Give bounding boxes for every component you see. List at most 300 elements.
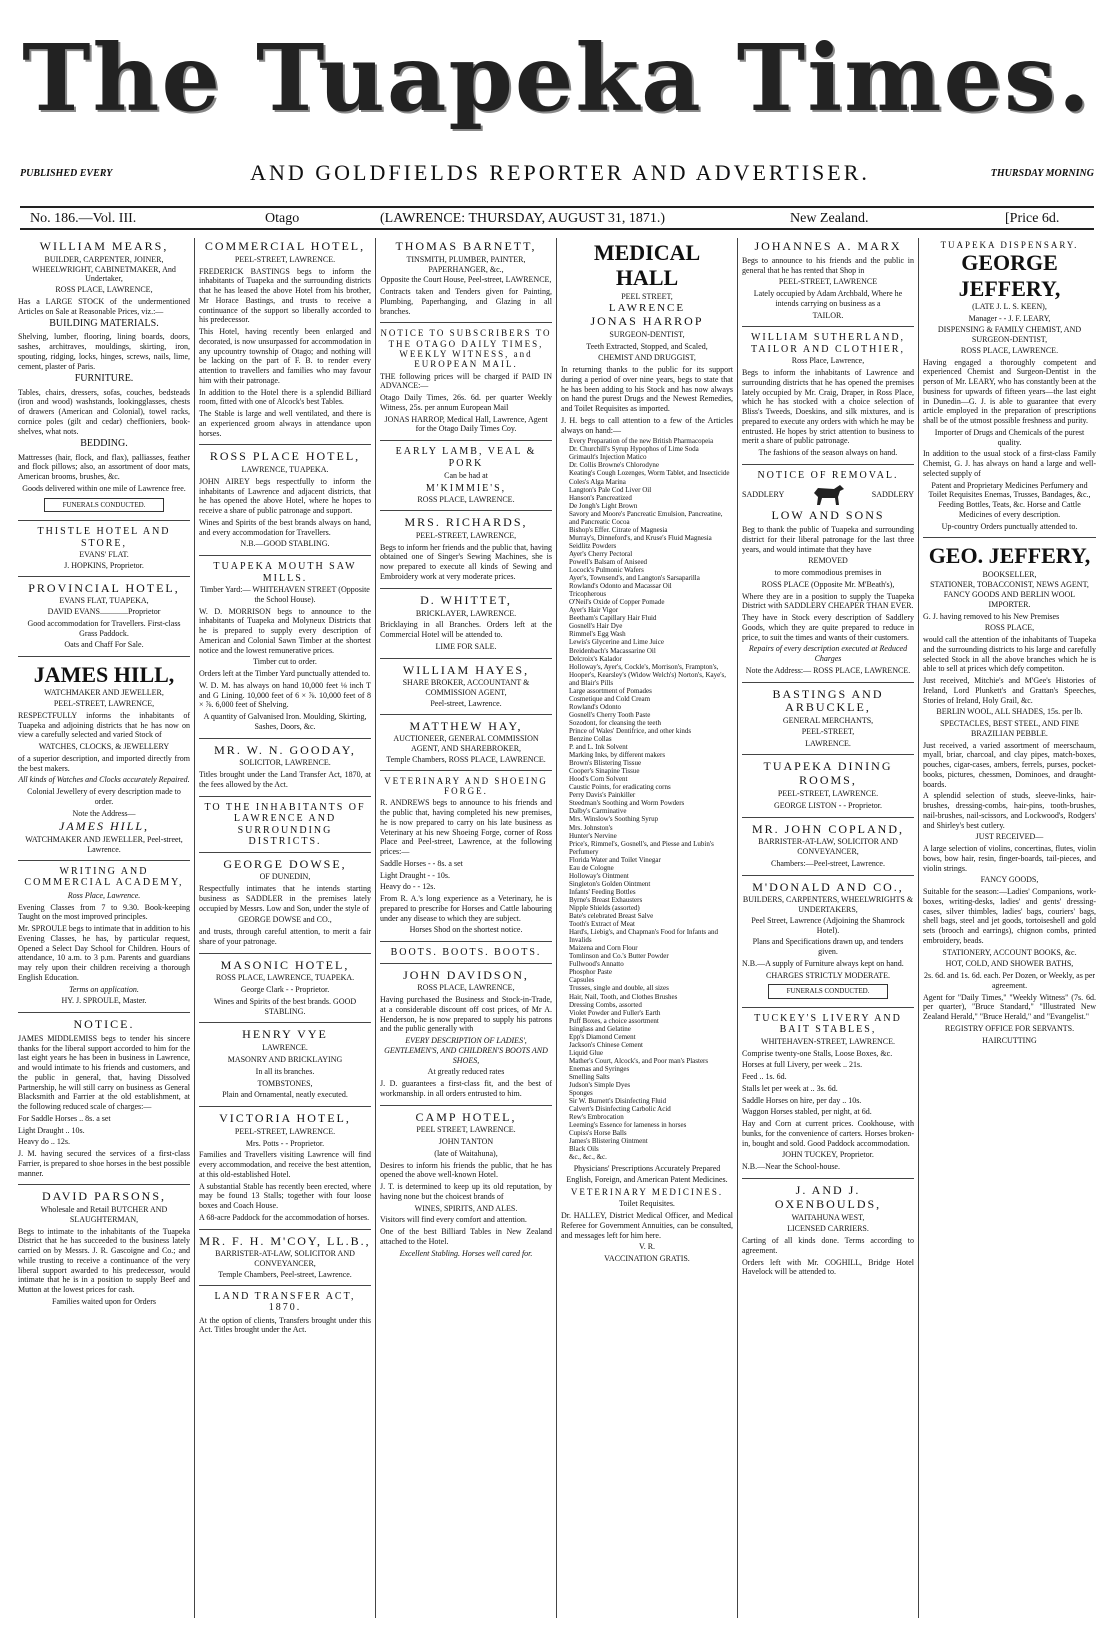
ad-text: J. H. begs to call attention to a few of the Articles always on hand:— bbox=[561, 415, 733, 435]
ad-title: ROSS PLACE HOTEL, bbox=[209, 449, 361, 464]
ad-text: Agent for "Daily Times," "Weekly Witness" (7s. 6d. per quarter), "Bruce Standard," "Illustrated New Zealand Herald," "Bruce Herald," and "Evangelist." bbox=[923, 992, 1096, 1022]
ad-addr: PEEL-STREET, LAWRENCE, bbox=[53, 699, 155, 709]
list-item: &c., &c., &c. bbox=[569, 1153, 607, 1162]
ad-text: Beg to thank the public of Tuapeka and surrounding district for their liberal patronage for the last three years, and would intimate that they have bbox=[742, 525, 914, 554]
ad-signature: JONAS HARROP, Medical Hall, Lawrence, Agent for the Otago Daily Times Coy. bbox=[384, 414, 548, 434]
ad-heading: HOT, COLD, AND SHOWER BATHS, bbox=[945, 959, 1074, 969]
ad-title: JOHANNES A. MARX bbox=[754, 239, 902, 253]
ad-text: J. D. guarantees a first-class fit, and the best of workmanship. in all orders entrusted to him. bbox=[380, 1079, 552, 1098]
ad-text: Orders left with Mr. COGHILL, Bridge Hotel Havelock will be attended to. bbox=[742, 1257, 914, 1277]
ad-boots bbox=[380, 945, 552, 964]
ad-addr: Temple Chambers, Peel-street, Lawrence. bbox=[218, 1269, 352, 1279]
list-item: Cooper's Sinapine Tissue bbox=[569, 767, 640, 776]
subhead bbox=[20, 158, 1094, 192]
ad-title: TO THE INHABITANTS OF LAWRENCE AND SURROUNDING DISTRICTS. bbox=[204, 801, 366, 848]
ad-text: Carting of all kinds done. Terms according to agreement. bbox=[742, 1236, 914, 1255]
ad-title: MATTHEW HAY, bbox=[409, 718, 523, 733]
ad-heading: MASONRY AND BRICKLAYING bbox=[227, 1055, 343, 1065]
list-item: Marking Inks, by different makers bbox=[569, 751, 666, 760]
list-item: Dr. Collis Browne's Chlorodyne bbox=[569, 461, 659, 470]
ad-addr: ROSS PLACE, LAWRENCE. bbox=[417, 495, 515, 505]
ad-marx bbox=[742, 238, 914, 327]
saddlery-row bbox=[742, 481, 914, 509]
ad-hayes bbox=[380, 662, 552, 715]
ad-text: Goods delivered within one mile of Lawrence free. bbox=[22, 483, 186, 493]
ad-addr: Opposite the Court House, Peel-street, LAWRENCE, bbox=[380, 275, 552, 285]
ad-text: Begs to announce to his friends and the public in general that he has rented that Shop in bbox=[742, 255, 914, 275]
list-item: Tricopherous bbox=[569, 590, 607, 599]
dateline bbox=[20, 206, 1094, 230]
ad-text: Orders left at the Timber Yard punctually attended to. bbox=[199, 669, 371, 679]
ad-title: NOTICE OF REMOVAL. bbox=[757, 469, 899, 481]
list-item: Isinglass and Gelatine bbox=[569, 1024, 631, 1033]
ad-addr: PEEL-STREET, LAWRENCE, bbox=[415, 530, 517, 540]
ad-text: Horses Shod on the shortest notice. bbox=[409, 925, 523, 935]
column-4 bbox=[557, 238, 738, 1618]
ad-text: Waggon Horses stabled, per night, at 6d. bbox=[742, 1107, 872, 1117]
ad-text: of a superior description, and imported directly from the best makers. bbox=[18, 753, 190, 773]
ad-sub: BARRISTER-AT-LAW, SOLICITOR AND CONVEYANCER, bbox=[758, 837, 898, 857]
list-item: Cosmetique and Cold Cream bbox=[569, 694, 651, 703]
list-item: O'Neil's Oxide of Copper Pomade bbox=[569, 598, 665, 607]
ad-text: STATIONERY, ACCOUNT BOOKS, &c. bbox=[942, 947, 1077, 957]
ad-text: N.B.—GOOD STABLING. bbox=[240, 539, 330, 549]
list-item: Tooth's Extract of Meat bbox=[569, 920, 635, 929]
ad-text: Lately occupied by Adam Archbald, Where he intends carrying on business as a bbox=[753, 289, 903, 308]
list-item: Fullwood's Annatto bbox=[569, 960, 624, 969]
issue-number: No. 186.—Vol. III. bbox=[30, 211, 137, 226]
list-item: Epp's Diamond Cement bbox=[569, 1032, 636, 1041]
saddlery-right: SADDLERY bbox=[871, 490, 914, 500]
ad-text: V. R. bbox=[638, 1242, 656, 1252]
list-item: Dr. Churchill's Syrup Hypophos of Lime Soda bbox=[569, 445, 699, 454]
list-item: Hanson's Pancreatized bbox=[569, 493, 632, 502]
list-item: Bate's celebrated Breast Salve bbox=[569, 912, 654, 921]
ad-text: N.B.—A supply of Furniture always kept on hand. bbox=[742, 958, 904, 968]
ad-addr: ROSS PLACE, LAWRENCE, bbox=[417, 983, 515, 993]
list-item: Hair, Nail, Tooth, and Clothes Brushes bbox=[569, 992, 678, 1001]
ad-removal bbox=[742, 468, 914, 683]
ad-text: Just received, a varied assortment of meerschaum, myall, briar, charcoal, and clay pipes, match-boxes, pouches, cigar-cases, ambers, ferrels, purses, pocket-books, pictures, chessmen, Dominoes, and draught-boards. bbox=[923, 740, 1096, 789]
ad-text: 2s. 6d. and 1s. 6d. each. Per Dozen, or Weekly, as per agreement. bbox=[923, 971, 1096, 990]
ad-text: JAMES MIDDLEMISS begs to tender his sincere thanks for the liberal support accorded to him for the last eight years he has been in business in Lawrence, and would intimate to his friends and customers, and the public in general, that, having Dissolved Partnership, he will still carry on business as General Blacksmith and Farrier at the old establishment, at the following reduced scale of charges:— bbox=[18, 1033, 190, 1112]
list-item: Puff Boxes, a choice assortment bbox=[569, 1016, 659, 1025]
ad-heading: JUST RECEIVED— bbox=[975, 832, 1044, 842]
ad-title: MR. W. N. GOODAY, bbox=[214, 742, 356, 757]
ad-text: All kinds of Watches and Clocks accurately Repaired. bbox=[18, 775, 190, 785]
list-item: Rimmel's Egg Wash bbox=[569, 630, 626, 639]
list-item: Liquid Glue bbox=[569, 1048, 604, 1057]
ad-heading: GEORGE DOWSE and CO., bbox=[238, 915, 332, 925]
ad-title: M'DONALD AND CO., bbox=[752, 879, 904, 894]
horse-icon bbox=[808, 483, 848, 507]
list-item: Sir W. Burnett's Disinfecting Fluid bbox=[569, 1097, 667, 1106]
ad-davidson bbox=[380, 967, 552, 1106]
ad-title: TUCKEY'S LIVERY AND BAIT STABLES, bbox=[754, 1012, 902, 1036]
ad-title: VETERINARY AND SHOEING FORGE. bbox=[384, 775, 548, 796]
ad-text: REGISTRY OFFICE FOR SERVANTS. bbox=[944, 1023, 1075, 1033]
ad-text: CHARGES STRICTLY MODERATE. bbox=[765, 970, 891, 980]
list-item: P. and L. Ink Solvent bbox=[569, 743, 628, 752]
ad-heading: BERLIN WOOL, ALL SHADES, 15s. per lb. bbox=[936, 707, 1083, 717]
ad-text: HAIRCUTTING bbox=[982, 1035, 1037, 1045]
list-item: Judson's Simple Dyes bbox=[569, 1081, 631, 1090]
list-item: De Jongh's Light Brown bbox=[569, 501, 638, 510]
ad-sub: DISPENSING & FAMILY CHEMIST, AND SURGEON-DENTIST, bbox=[937, 325, 1082, 345]
ad-addr: Chambers:—Peel-street, Lawrence. bbox=[771, 858, 885, 868]
ad-title: MRS. RICHARDS, bbox=[404, 515, 528, 530]
ad-text: Mattresses (hair, flock, and flax), palliasses, feather and flock pillows; also, an assortment of door mats, American brooms, brushes, &c. bbox=[18, 452, 190, 482]
ad-addr: Peel-street, Lawrence. bbox=[430, 698, 502, 708]
ad-oxenboulds bbox=[742, 1182, 914, 1283]
ad-signature: JAMES HILL, bbox=[59, 819, 149, 834]
list-item: Infants' Feeding Bottles bbox=[569, 887, 636, 896]
list-item: Holloway's Ointment bbox=[569, 871, 629, 880]
list-item: Byrne's Breast Exhausters bbox=[569, 895, 643, 904]
ad-text: Physicians' Prescriptions Accurately Prepared bbox=[573, 1163, 721, 1173]
ad-signature: JOHN TUCKEY, Proprietor. bbox=[782, 1150, 874, 1160]
ad-sub: BOOKSELLER, bbox=[982, 569, 1037, 579]
ad-text: Just received, Mitchie's and M'Gee's Histories of Ireland, Lord Plunkett's and Grattan's Speeches, Stories of Ireland, Holy Grail, &c. bbox=[923, 676, 1096, 705]
ad-addr: ROSS PLACE, LAWRENCE, TUAPEKA. bbox=[215, 973, 355, 983]
column-1 bbox=[14, 238, 195, 1618]
ad-text: Repairs of every description executed at Reduced Charges bbox=[748, 644, 908, 664]
ad-text: Dr. HALLEY, District Medical Officer, and Medical Referee for Government Annuities, can be consulted, and messages left for him here. bbox=[561, 1211, 733, 1240]
ad-heading: WATCHES, CLOCKS, & JEWELLERY bbox=[38, 742, 170, 752]
ad-text: FREDERICK BASTINGS begs to inform the inhabitants of Tuapeka and the surrounding districts that he has leased the above Hotel from his brother, Mr Horace Bastings, and trusts to receive a continuance of the support so liberally accorded to his predecessor. bbox=[199, 266, 371, 325]
ad-text: A quantity of Galvanised Iron. Moulding, Skirting, Sashes, Doors, &c. bbox=[203, 712, 367, 731]
column-2 bbox=[195, 238, 376, 1618]
ad-title: D. WHITTET, bbox=[420, 592, 512, 607]
ad-sub: AUCTIONEER, GENERAL COMMISSION AGENT, AND SHAREBROKER, bbox=[393, 734, 539, 754]
list-item: Rowland's Odonto bbox=[569, 702, 622, 711]
ad-addr: Ross Place, Lawrence, bbox=[791, 356, 865, 366]
list-item: Langton's Pale Cod Liver Oil bbox=[569, 485, 652, 494]
ad-text: Shelving, lumber, flooring, lining boards, doors, sashes, architraves, mouldings, skirting, iron, spouting, ridging, locks, hinges, screws, nails, lime, cement, plaster of Paris. bbox=[18, 332, 190, 371]
ad-text: Feed .. 1s. 6d. bbox=[742, 1072, 787, 1082]
ad-text: Titles brought under the Land Transfer Act, 1870, at the fees allowed by the Act. bbox=[199, 770, 371, 789]
ad-hill bbox=[18, 660, 190, 861]
ad-title: VETERINARY MEDICINES. bbox=[570, 1187, 724, 1197]
ad-heading: FANCY GOODS, bbox=[980, 875, 1039, 885]
ad-ross-place-hotel bbox=[199, 448, 371, 556]
price: [Price 6d. bbox=[1005, 211, 1060, 226]
list-item: Enemas and Syringes bbox=[569, 1064, 630, 1073]
ad-title: CAMP HOTEL, bbox=[415, 1109, 517, 1124]
ad-text: Families and Travellers visiting Lawrence will find every accommodation, and receive the best attention, at this old-established Hotel. bbox=[199, 1150, 371, 1179]
ad-text: W. D. M. has always on hand 10,000 feet ⅛ inch T and G Lining. 10,000 feet of 6 × ⅞. 10,000 feet of 8 × ⅞. 6,000 feet of Shelving. bbox=[199, 680, 371, 710]
ad-richards bbox=[380, 514, 552, 589]
country: New Zealand. bbox=[790, 211, 869, 226]
ad-text: WINES, SPIRITS, AND ALES. bbox=[414, 1203, 518, 1213]
list-item: Beetham's Capillary Hair Fluid bbox=[569, 614, 657, 623]
ad-addr: PEEL-STREET, LAWRENCE. bbox=[234, 254, 336, 264]
list-item: Ayer's Cherry Pectoral bbox=[569, 549, 633, 558]
list-item: Dressing Combs, assorted bbox=[569, 1000, 642, 1009]
ad-text: Hay and Corn at current prices. Cookhouse, with bunks, for the convenience of carters. Horses broken-in, bought and sold. Good Paddock accommodation. bbox=[742, 1119, 914, 1148]
ad-sub: Timber Yard:— WHITEHAVEN STREET (Opposite the School House). bbox=[200, 585, 370, 604]
list-item: Eau de Cologne bbox=[569, 863, 614, 872]
ad-title: PROVINCIAL HOTEL, bbox=[28, 580, 180, 595]
ad-text: Where they are in a position to supply the Tuapeka District with SADDLERY CHEAPER THAN EVER. bbox=[742, 591, 914, 611]
ad-vye bbox=[199, 1026, 371, 1107]
list-item: Singleton's Golden Ointment bbox=[569, 879, 651, 888]
ad-title: MEDICAL HALL bbox=[593, 240, 701, 291]
ad-text: to more commodious premises in bbox=[774, 568, 882, 578]
ad-text: A splendid selection of studs, sleeve-links, hair-brushes, dressing-combs, hair-pins, tooth-brushes, nail-brushes, nail-scissors, and Lockwood's, Rodgers' and Shirley's best cutlery. bbox=[923, 791, 1096, 830]
ad-text: Oats and Chaff For Sale. bbox=[64, 640, 144, 650]
ad-text: Has a LARGE STOCK of the undermentioned Articles on Sale at Reasonable Prices, viz.:— bbox=[18, 296, 190, 316]
ad-title: J. AND J. OXENBOULDS, bbox=[774, 1182, 882, 1211]
list-item: Tomlinson and Co.'s Butter Powder bbox=[569, 952, 669, 961]
ad-addr: ROSS PLACE, LAWRENCE, bbox=[55, 285, 153, 295]
ad-sub: (LATE J. L. S. KEEN), bbox=[972, 301, 1047, 311]
ad-text: VACCINATION GRATIS. bbox=[604, 1254, 690, 1264]
list-item: Murray's, Dinneford's, and Kruse's Fluid Magnesia bbox=[569, 533, 712, 542]
ad-sub: BUILDERS, CARPENTERS, WHEELWRIGHTS & UNDERTAKERS, bbox=[742, 895, 914, 915]
ad-dowse bbox=[199, 856, 371, 954]
ad-text: N.B.—Near the School-house. bbox=[742, 1162, 840, 1172]
ad-prop: J. HOPKINS, Proprietor. bbox=[64, 560, 144, 570]
ad-title: TUAPEKA DINING ROOMS, bbox=[763, 759, 893, 788]
ad-sub: BARRISTER-AT-LAW, SOLICITOR AND CONVEYANCER, bbox=[215, 1249, 355, 1269]
list-item: Mrs. Winslow's Soothing Syrup bbox=[569, 815, 659, 824]
ad-text: At the option of clients, Transfers brought under this Act. Titles brought under the Act. bbox=[199, 1315, 371, 1335]
ad-text: Good accommodation for Travellers. First-class Grass Paddock. bbox=[27, 618, 181, 638]
list-item: Calvert's Disinfecting Carbolic Acid bbox=[569, 1105, 671, 1114]
list-item: Delcroix's Kalador bbox=[569, 654, 622, 663]
ad-masonic bbox=[199, 957, 371, 1024]
list-item: Sozodont, for cleansing the teeth bbox=[569, 718, 661, 727]
list-item: Cupiss's Horse Balls bbox=[569, 1129, 627, 1138]
ad-whittet bbox=[380, 592, 552, 659]
list-item: Ayer's Hair Vigor bbox=[569, 606, 619, 615]
ad-barnett bbox=[380, 238, 552, 323]
ad-title: DAVID PARSONS, bbox=[41, 1189, 167, 1204]
ad-text: Comprise twenty-one Stalls, Loose Boxes, &c. bbox=[742, 1048, 893, 1058]
ad-sub: TINSMITH, PLUMBER, PAINTER, PAPERHANGER, &c., bbox=[406, 254, 526, 274]
ad-text: Wines and Spirits of the best brands always on hand, and every accommodation for Travellers. bbox=[199, 517, 371, 537]
ad-text: LIME FOR SALE. bbox=[435, 641, 497, 651]
ad-text: Light Draught - - 10s. bbox=[380, 870, 450, 880]
list-item: Price's, Rimmel's, Gosnell's, and Piesse and Lubin's Perfumery bbox=[569, 839, 714, 856]
ad-sub: SHARE BROKER, ACCOUNTANT & COMMISSION AGENT, bbox=[402, 678, 530, 698]
column-5 bbox=[738, 238, 919, 1618]
ad-text: Visitors will find every comfort and attention. bbox=[380, 1215, 527, 1225]
ad-title: THISTLE HOTEL AND STORE, bbox=[37, 526, 171, 549]
ad-text: Heavy do .. 12s. bbox=[18, 1137, 70, 1147]
ad-text: Importer of Drugs and Chemicals of the purest quality. bbox=[934, 427, 1085, 447]
ad-bastings bbox=[742, 686, 914, 756]
ad-addr: Peel Street, Lawrence (Adjoining the Shamrock Hotel). bbox=[751, 915, 905, 935]
ad-text: Bricklaying in all Branches. Orders left at the Commercial Hotel will be attended to. bbox=[380, 620, 552, 640]
ad-mccoy bbox=[199, 1233, 371, 1286]
ad-text: At greatly reduced rates bbox=[427, 1067, 505, 1077]
ad-title: NOTICE TO SUBSCRIBERS TO THE OTAGO DAILY TIMES, WEEKLY WITNESS, and EUROPEAN MAIL. bbox=[380, 328, 552, 370]
ad-title: BASTINGS AND ARBUCKLE, bbox=[772, 686, 884, 715]
ad-text: and trusts, through careful attention, to merit a fair share of your patronage. bbox=[199, 927, 371, 946]
list-item: Mrs. Johnston's bbox=[569, 823, 613, 832]
ad-thistle bbox=[18, 524, 190, 577]
ad-addr: EVANS FLAT, TUAPEKA, bbox=[59, 596, 149, 606]
ad-subscribers bbox=[380, 326, 552, 441]
ad-text: Can be had at bbox=[444, 471, 488, 481]
ad-title: VICTORIA HOTEL, bbox=[219, 1111, 351, 1126]
ad-text: In returning thanks to the public for its support during a period of over nine years, begs to state that he has been adding to his Stock and has now always on hand the purest Drugs and the Newest Remedies, and Toilet Requisites as imported. bbox=[561, 365, 733, 414]
ad-sub: WATCHMAKER AND JEWELLER, Peel-street, Lawrence. bbox=[25, 835, 183, 855]
list-item: Ayer's, Townsend's, and Langton's Sarsaparilla bbox=[569, 574, 700, 583]
list-item: Large assortment of Pomades bbox=[569, 686, 652, 695]
ad-text: Evening Classes from 7 to 9.30. Book-keeping Taught on the most improved principles. bbox=[18, 902, 190, 922]
province: Otago bbox=[265, 211, 300, 226]
ad-mcdonald bbox=[742, 879, 914, 1008]
ad-addr: Temple Chambers, ROSS PLACE, LAWRENCE. bbox=[386, 754, 546, 764]
saddlery-left: SADDLERY bbox=[742, 490, 785, 500]
ad-parsons bbox=[18, 1188, 190, 1312]
list-item: Gosnell's Cherry Tooth Paste bbox=[569, 710, 651, 719]
ad-title: COMMERCIAL HOTEL, bbox=[204, 239, 366, 253]
list-item: James's Blistering Ointment bbox=[569, 1137, 648, 1146]
subtitle: AND GOLDFIELDS REPORTER AND ADVERTISER. bbox=[250, 160, 870, 185]
ad-signature: HY. J. SPROULE, Master. bbox=[61, 996, 147, 1006]
ad-mears bbox=[18, 238, 190, 521]
ad-text: For Saddle Horses .. 8s. a set bbox=[18, 1113, 111, 1123]
ad-title: EARLY LAMB, VEAL & PORK bbox=[395, 446, 537, 469]
ad-name: M'KIMMIE'S, bbox=[425, 482, 507, 494]
list-item: Locock's Pulmonic Wafers bbox=[569, 566, 644, 575]
published-left: PUBLISHED EVERY bbox=[20, 168, 113, 179]
list-item: Hunter's Nervine bbox=[569, 831, 617, 840]
ad-title: JOHN DAVIDSON, bbox=[403, 967, 529, 982]
ad-text: In addition to the usual stock of a first-class Family Chemist, G. J. has always on hand a large and well-selected supply of bbox=[923, 449, 1096, 478]
ad-writing bbox=[18, 864, 190, 1013]
ad-addr: PEEL-STREET, LAWRENCE. bbox=[234, 1126, 336, 1136]
ad-title: BOOTS. BOOTS. BOOTS. bbox=[390, 947, 542, 959]
list-item: Steedman's Soothing and Worm Powders bbox=[569, 799, 685, 808]
ad-name: JOHN TANTON bbox=[438, 1137, 494, 1147]
ad-text: Contracts taken and Tenders given for Painting, Plumbing, Paperhanging, and Glazing in all branches. bbox=[380, 287, 552, 316]
column-3 bbox=[376, 238, 557, 1618]
ad-text: Heavy do - - 12s. bbox=[380, 882, 436, 892]
ad-text: Colonial Jewellery of every description made to order. bbox=[27, 787, 181, 806]
ad-text: Note the Address:— ROSS PLACE, LAWRENCE. bbox=[745, 665, 911, 675]
ad-addr: ROSS PLACE, LAWRENCE. bbox=[960, 345, 1059, 355]
ad-title: HENRY VYE bbox=[242, 1027, 328, 1042]
ad-text: Plain and Ornamental, neatly executed. bbox=[222, 1090, 348, 1100]
ad-text: Respectfully intimates that he intends starting business as SADDLER in the premises lately occupied by Messrs. Low and Son, under the style of bbox=[199, 884, 371, 913]
ad-text: RESPECTFULLY informs the inhabitants of Tuapeka and adjoining districts that he has now on view a carefully selected and varied Stock of bbox=[18, 710, 190, 740]
ad-text: In addition to the Hotel there is a splendid Billiard room, fitted with one of Alcock's best Tables. bbox=[199, 387, 371, 407]
ad-title: LOW AND SONS bbox=[771, 508, 885, 523]
ad-text: Horses at full Livery, per week .. 21s. bbox=[742, 1060, 863, 1070]
list-item: Sponges bbox=[569, 1089, 593, 1098]
ad-text: CHEMIST AND DRUGGIST, bbox=[598, 353, 696, 363]
ad-text: TAILOR. bbox=[812, 310, 844, 320]
ad-text: Having engaged a thoroughly competent and experienced Chemist and Surgeon-Dentist in the person of Mr. LEARY, who has constantly been at the business for upwards of fifteen years—the last eight in Dunedin—G. J. is able to guarantee that every article employed in the preparation of prescriptions shall be of the utmost possible freshness and purity. bbox=[923, 357, 1096, 426]
ad-text: The Stable is large and well ventilated, and there is an experienced groom always in attendance upon horses. bbox=[199, 409, 371, 438]
ad-heading: REMOVED bbox=[808, 556, 848, 566]
list-item: Perry Davis's Painkiller bbox=[569, 791, 636, 800]
list-item: Maizena and Corn Flour bbox=[569, 944, 638, 953]
ad-text: From R. A.'s long experience as a Veterinary, he is prepared to prescribe for Horses and Cattle labouring under any disease to which they are subject. bbox=[380, 894, 552, 923]
ad-text: W. D. MORRISON begs to announce to the inhabitants of Tuapeka and Molyneux Districts that he is prepared to supply every description of American and Colonial Sawn Timber at the shortest notice and the lowest remunerative prices. bbox=[199, 606, 371, 655]
list-item: Nipple Shields (assorted) bbox=[569, 904, 640, 912]
ad-title: GEORGE JEFFERY, bbox=[958, 250, 1061, 301]
ad-title: TUAPEKA DISPENSARY. bbox=[940, 240, 1079, 250]
ad-text: R. ANDREWS begs to announce to his friends and the public that, having completed his new premises, he is now prepared to carry on his late business as Veterinary at his new Shoeing Forge, corner of Ross Place and Peel-street, Lawrence, at the following prices:— bbox=[380, 798, 552, 857]
ad-camp bbox=[380, 1109, 552, 1265]
ad-addr: LAWRENCE. bbox=[262, 1043, 308, 1053]
ad-addr: ROSS PLACE (Opposite Mr. M'Beath's), bbox=[761, 579, 895, 589]
ad-title: GEORGE DOWSE, bbox=[223, 856, 347, 871]
ad-heading: BEDDING. bbox=[80, 438, 128, 450]
ad-notice bbox=[18, 1016, 190, 1185]
ad-sutherland bbox=[742, 330, 914, 465]
list-item: Bishop's Effer. Citrate of Magnesia bbox=[569, 525, 668, 534]
ad-title: WILLIAM MEARS, bbox=[39, 239, 169, 253]
ad-text: Manager - - J. F. LEARY, bbox=[968, 313, 1051, 323]
ad-text: EVERY DESCRIPTION OF LADIES', GENTLEMEN'S, AND CHILDREN'S BOOTS AND SHOES, bbox=[384, 1036, 548, 1065]
ad-title: TUAPEKA MOUTH SAW MILLS. bbox=[213, 561, 357, 584]
ad-town: LAWRENCE bbox=[608, 302, 686, 315]
ad-text: J. T. is determined to keep up its old reputation, by having none but the choicest brands of bbox=[380, 1182, 552, 1201]
list-item: Black Oils bbox=[569, 1145, 599, 1154]
ad-text: A large selection of violins, concertinas, flutes, violin bows, bow hair, resin, finger-boards, tail-pieces, and violin strings. bbox=[923, 844, 1096, 873]
ad-text: Plans and Specifications drawn up, and tenders given. bbox=[752, 937, 904, 957]
ad-text: Terms on application. bbox=[69, 984, 139, 994]
ad-text: Timber cut to order. bbox=[253, 657, 317, 667]
list-item: Benzine Collas bbox=[569, 735, 612, 744]
ad-sub: WATCHMAKER AND JEWELLER, bbox=[44, 688, 164, 698]
list-item: Capsules bbox=[569, 976, 595, 985]
list-item: Brown's Blistering Tissue bbox=[569, 759, 642, 768]
ad-text: Begs to inform her friends and the public that, having obtained one of Singer's Sewing Machines, she is now prepared to execute all kinds of Sewing and Embroidery work at very moderate prices. bbox=[380, 542, 552, 581]
ad-tuckey bbox=[742, 1011, 914, 1179]
ad-provincial bbox=[18, 580, 190, 658]
ad-text: One of the best Billiard Tables in New Zealand attached to the Hotel. bbox=[380, 1227, 552, 1246]
ad-title: GEO. JEFFERY, bbox=[928, 543, 1091, 569]
ad-text: Desires to inform his friends the public, that he has opened the above well-known Hotel. bbox=[380, 1160, 552, 1180]
ad-text: Families waited upon for Orders bbox=[52, 1296, 156, 1306]
ad-hay bbox=[380, 718, 552, 771]
list-item: Jackson's Chinese Cement bbox=[569, 1040, 643, 1049]
ad-sub: BUILDER, CARPENTER, JOINER, WHEELWRIGHT, CABINETMAKER, And Undertaker, bbox=[32, 254, 176, 284]
list-item: Caustic Points, for eradicating corns bbox=[569, 783, 671, 792]
ad-addr: LAWRENCE, TUAPEKA. bbox=[241, 465, 329, 475]
list-item: Keating's Cough Lozenges, Worm Tablet, and Insecticide bbox=[569, 469, 730, 478]
list-item: Breidenbach's Macassarine Oil bbox=[569, 646, 656, 655]
ad-gooday bbox=[199, 742, 371, 797]
list-item: Gosnell's Hair Dye bbox=[569, 622, 623, 631]
list-item: Prince of Wales' Dentifrice, and other kinds bbox=[569, 726, 692, 735]
ad-text: (late of Waitahuna), bbox=[434, 1148, 498, 1158]
ad-lamb bbox=[380, 444, 552, 511]
ad-title: WRITING AND COMMERCIAL ACADEMY, bbox=[24, 865, 184, 889]
ad-title: LAND TRANSFER ACT, 1870. bbox=[214, 1290, 356, 1314]
ad-title: MR. F. H. M'COY, LL.B., bbox=[199, 1233, 371, 1248]
ad-addr: EVANS' FLAT. bbox=[79, 550, 129, 560]
ad-text: A 68-acre Paddock for the accommodation of horses. bbox=[199, 1212, 370, 1222]
funerals-box: FUNERALS CONDUCTED. bbox=[44, 498, 164, 513]
medicine-list bbox=[569, 437, 733, 1161]
issue-date: (LAWRENCE: THURSDAY, AUGUST 31, 1871.) bbox=[380, 211, 665, 226]
ad-dining bbox=[742, 758, 914, 817]
list-item: Violet Powder and Fuller's Earth bbox=[569, 1008, 661, 1017]
ad-sub: LICENSED CARRIERS. bbox=[787, 1224, 869, 1234]
ad-addr: PEEL STREET, bbox=[621, 291, 673, 301]
ad-addr: WAITAHUNA WEST, bbox=[791, 1212, 865, 1222]
ad-addr: PEEL-STREET, LAWRENCE bbox=[778, 277, 878, 287]
